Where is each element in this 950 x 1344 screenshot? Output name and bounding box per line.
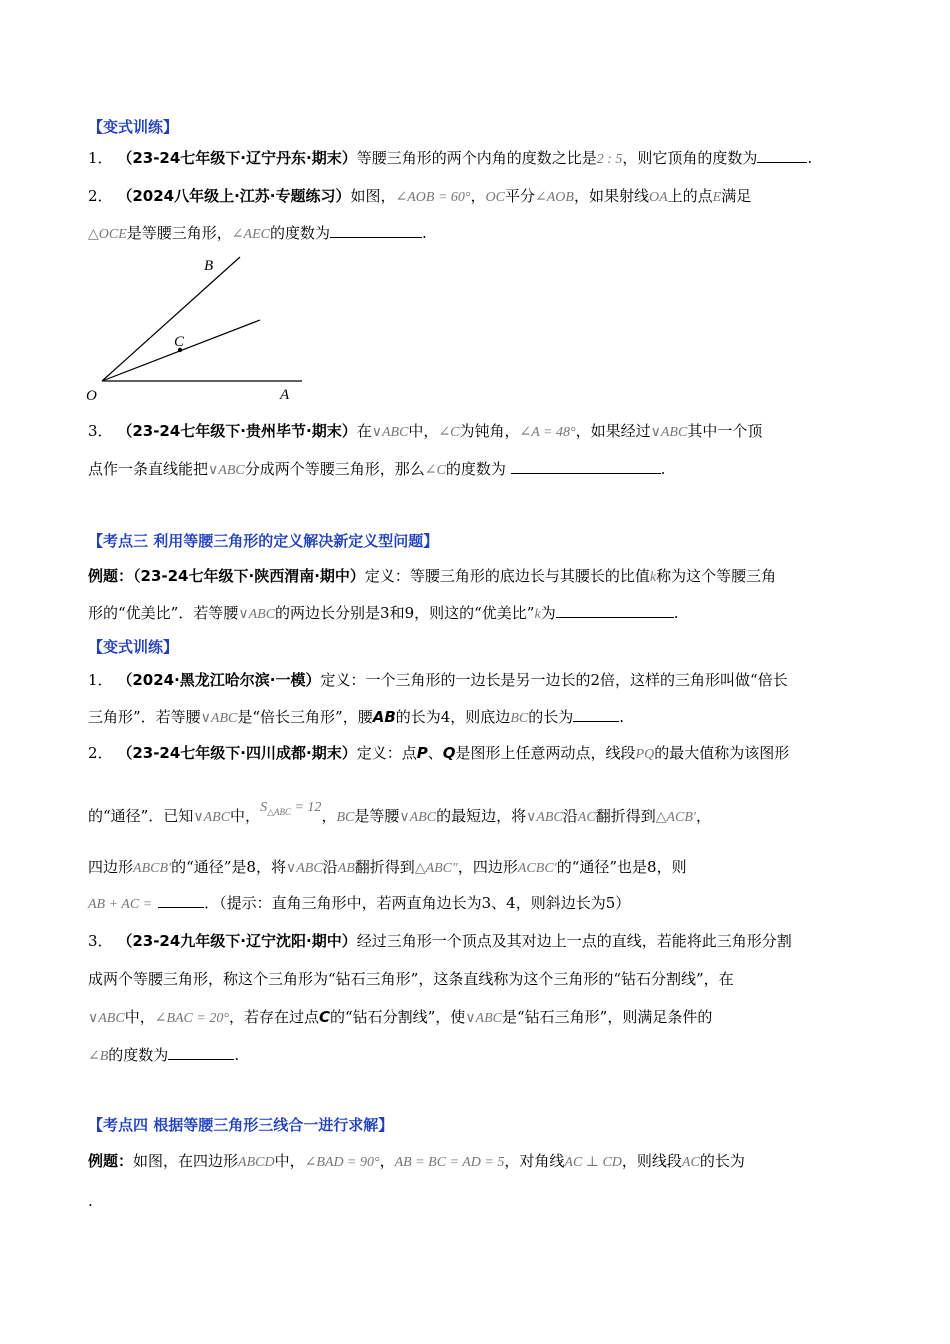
period: . (421, 224, 427, 242)
math-expr: ∨ABC (88, 1011, 125, 1026)
question-text: ，对角线 (504, 1152, 565, 1170)
math-expr: ∨ABC (526, 810, 563, 825)
math-expr: ∠AEC (231, 227, 270, 242)
math-expr: AB + AC = (88, 897, 153, 912)
math-bold: P (416, 744, 428, 762)
period: . (660, 460, 666, 478)
question-source: （23-24七年级下·辽宁丹东·期末） (117, 149, 357, 167)
math-expr: ∨ABC (285, 861, 323, 876)
math-expr: AC ⊥ CD (564, 1155, 622, 1170)
math-bold: C (318, 1008, 330, 1026)
question-text: 称为这个等腰三角 (656, 567, 777, 585)
question-number: 2． (88, 744, 113, 762)
question-text: 的度数为 (269, 224, 330, 242)
variant-3-line-2 (88, 968, 734, 990)
section-header-variant-training-2: 【变式训练】 (88, 638, 179, 656)
question-text: 中， (408, 422, 439, 440)
label-C: C (174, 334, 185, 350)
question-number: 1． (88, 149, 113, 167)
math-expr: k (649, 570, 657, 585)
math-expr: AC (577, 810, 596, 825)
question-text: 形的“优美比”．若等腰 (88, 604, 239, 622)
math-expr: BC (510, 711, 529, 726)
period: . (619, 708, 624, 726)
math-expr: △OCE (88, 227, 127, 242)
question-text: 定义：点 (356, 744, 417, 762)
question-text: 是图形上任意两动点，线段 (455, 744, 636, 762)
question-text: ， (470, 187, 486, 205)
question-3-line-2 (88, 458, 665, 482)
math-expr: ∠A = 48° (519, 425, 576, 440)
question-text: 的“通径”也是8，则 (556, 858, 687, 876)
answer-blank[interactable] (757, 148, 807, 163)
angle-figure (80, 250, 320, 405)
question-text: 的长为 (528, 708, 574, 726)
question-text: 经过三角形一个顶点及其对边上一点的直线，若能将此三角形分割 (356, 932, 792, 950)
math-expr: ABCB′ (133, 861, 172, 876)
math-expr: AB = BC = AD = 5 (394, 1155, 505, 1170)
question-text: 是等腰三角形， (126, 224, 232, 242)
math-expr: ACBC′ (517, 861, 557, 876)
question-text: 翻折得到 (595, 807, 656, 825)
question-number: 1． (88, 671, 113, 689)
math-bold: AB (372, 708, 396, 726)
example-3-line-1 (88, 565, 776, 589)
question-2-line-2 (88, 222, 427, 246)
answer-blank[interactable] (158, 893, 204, 908)
math-expr: ∠BAC = 20° (154, 1011, 229, 1026)
question-text: ， (321, 807, 337, 825)
section-header-variant-training: 【变式训练】 (88, 118, 179, 136)
period: . (673, 604, 679, 622)
label-A: A (280, 387, 290, 403)
question-number: 3． (88, 932, 113, 950)
variant-2-line-2 (88, 800, 711, 833)
question-text: 等腰三角形的两个内角的度数之比是 (356, 149, 597, 167)
label-B: B (204, 258, 214, 274)
question-text: 的“钻石分割线”，使 (329, 1008, 466, 1026)
question-text: 是“钻石三角形”，则满足条件的 (502, 1008, 713, 1026)
example-3-line-2 (88, 602, 679, 626)
answer-blank[interactable] (511, 459, 661, 474)
period: . (88, 1192, 93, 1210)
example-label: 例题： (88, 567, 134, 585)
question-text: ，四边形 (457, 858, 518, 876)
math-expr: ∠AOB (534, 190, 574, 205)
question-text: 是“倍长三角形”，腰 (237, 708, 373, 726)
math-expr: ∨ABC (200, 711, 238, 726)
question-text: 的“通径”．已知 (88, 807, 194, 825)
math-expr: PQ (635, 747, 655, 762)
math-expr: k (534, 607, 541, 622)
question-2-line-1 (88, 185, 751, 209)
variant-1-line-1 (88, 669, 788, 691)
math-expr: OC (485, 190, 505, 205)
question-text: 为 (540, 604, 556, 622)
math-expr: ∠B (88, 1049, 109, 1064)
question-text: 的“通径”是8，将 (171, 858, 286, 876)
math-expr: AC (681, 1155, 700, 1170)
question-text: 满足 (721, 187, 752, 205)
question-text: 的度数为 (108, 1046, 169, 1064)
variant-1-line-2 (88, 706, 624, 730)
question-3-line-1 (88, 420, 762, 444)
answer-blank[interactable] (168, 1045, 234, 1060)
math-expr: ∠C (438, 425, 460, 440)
question-text: 为钝角， (459, 422, 520, 440)
question-source: （23-24七年级下·陕西渭南·期中） (133, 567, 365, 585)
math-expr: BC (336, 810, 355, 825)
variant-2-line-1 (88, 742, 789, 766)
label-O: O (86, 388, 97, 404)
math-expr: △ACB′ (655, 810, 696, 825)
question-1 (88, 147, 812, 171)
math-area (260, 800, 321, 815)
question-text: 的长为 (699, 1152, 745, 1170)
question-text: 是等腰 (354, 807, 400, 825)
math-expr: ∨ABC (193, 810, 231, 825)
variant-3-line-4 (88, 1044, 239, 1068)
area-subscript: △ABC (267, 806, 291, 817)
question-text: 分成两个等腰三角形，那么 (244, 460, 425, 478)
question-text: ， (379, 1152, 395, 1170)
question-source: （2024八年级上·江苏·专题练习） (117, 187, 351, 205)
question-source: （23-24九年级下·辽宁沈阳·期中） (117, 932, 357, 950)
math-expr: ∠BAD = 90° (304, 1155, 380, 1170)
question-text: 中， (274, 1152, 305, 1170)
period: . (234, 1046, 240, 1064)
question-text: 的最大值称为该图形 (654, 744, 790, 762)
example-4-line-1 (88, 1150, 745, 1174)
question-text: 翻折得到 (354, 858, 415, 876)
math-expr: ∨ABC (208, 463, 245, 478)
question-number: 3． (88, 422, 113, 440)
math-expr: ∨ABC (238, 607, 276, 622)
area-symbol: S (260, 800, 268, 815)
question-text: 的最短边，将 (436, 807, 527, 825)
question-text: 四边形 (88, 858, 134, 876)
question-text: ，则它顶角的度数为 (622, 149, 758, 167)
variant-2-line-3 (88, 856, 687, 880)
question-text: 上的点 (667, 187, 713, 205)
question-text: ．（提示：直角三角形中，若两直角边长为3、4，则斜边长为5） (204, 894, 631, 912)
question-text: 中， (230, 807, 261, 825)
question-text: 的度数为 (445, 460, 506, 478)
question-text: 如图， (350, 187, 396, 205)
question-text: 沿 (562, 807, 578, 825)
example-4-line-2 (88, 1190, 93, 1212)
math-expr: OA (648, 190, 668, 205)
question-text: 其中一个顶 (687, 422, 763, 440)
question-text: 中， (124, 1008, 155, 1026)
math-expr: ∠AOB = 60° (395, 190, 471, 205)
variant-3-line-1 (88, 930, 792, 952)
question-text: 的长为4，则底边 (395, 708, 511, 726)
math-expr: 2 : 5 (596, 152, 623, 167)
math-expr: ∨ABC (371, 425, 409, 440)
answer-blank[interactable] (556, 603, 674, 618)
question-text: ，若存在过点 (228, 1008, 319, 1026)
question-text: 定义：等腰三角形的底边长与其腰长的比值 (364, 567, 650, 585)
example-label: 例题： (88, 1152, 134, 1170)
question-text: 成两个等腰三角形，称这个三角形为“钻石三角形”，这条直线称为这个三角形的“钻石分割线”，在 (88, 970, 734, 988)
question-text: 沿 (322, 858, 338, 876)
answer-blank[interactable] (330, 223, 422, 238)
question-source: （2024·黑龙江哈尔滨·一模） (117, 671, 321, 689)
question-text: ，则线段 (621, 1152, 682, 1170)
math-expr: ∨ABC (399, 810, 437, 825)
math-expr: ABCD (238, 1155, 275, 1170)
question-text: ， (695, 807, 711, 825)
math-bold: Q (442, 744, 456, 762)
question-text: 的两边长分别是3和9，则这的“优美比” (275, 604, 535, 622)
question-text: 、 (427, 744, 443, 762)
math-expr: ∨ABC (650, 425, 688, 440)
answer-blank[interactable] (573, 707, 619, 722)
question-text: 定义：一个三角形的一边长是另一边长的2倍，这样的三角形叫做“倍长 (320, 671, 788, 689)
period: . (807, 149, 813, 167)
question-text: ，如果经过 (575, 422, 651, 440)
question-text: 三角形”．若等腰 (88, 708, 201, 726)
variant-3-line-3 (88, 1006, 712, 1030)
variant-2-line-4 (88, 892, 630, 916)
question-text: 在 (356, 422, 372, 440)
area-value: = 12 (290, 800, 322, 815)
question-text: ，如果射线 (573, 187, 649, 205)
section-header-kaodian-4: 【考点四 根据等腰三角形三线合一进行求解】 (88, 1116, 394, 1134)
question-number: 2． (88, 187, 113, 205)
question-text: 平分 (504, 187, 535, 205)
question-source: （23-24七年级下·贵州毕节·期末） (117, 422, 357, 440)
math-expr: △ABC″ (414, 861, 458, 876)
math-expr: AB (337, 861, 355, 876)
math-expr: E (712, 190, 722, 205)
section-header-kaodian-3: 【考点三 利用等腰三角形的定义解决新定义型问题】 (88, 532, 439, 550)
question-text: 点作一条直线能把 (88, 460, 209, 478)
question-text: 如图，在四边形 (133, 1152, 239, 1170)
question-source: （23-24七年级下·四川成都·期末） (117, 744, 357, 762)
math-expr: ∨ABC (465, 1011, 503, 1026)
ray-OB (102, 257, 240, 381)
math-expr: ∠C (424, 463, 446, 478)
